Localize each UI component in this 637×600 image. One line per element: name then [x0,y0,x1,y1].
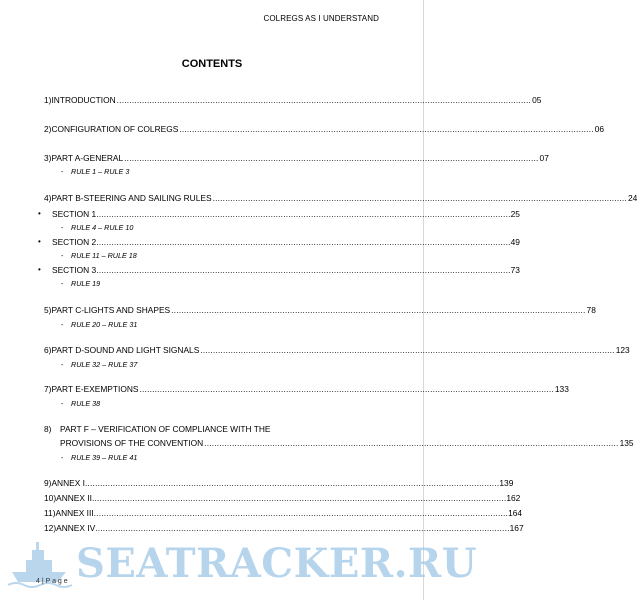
bullet: • [38,265,41,274]
toc-section-page: 49 [510,237,520,247]
toc-annex-3[interactable] [44,508,523,518]
toc-entry-label: PROVISIONS OF THE CONVENTION [60,438,204,448]
toc-entry-page: 139 [499,478,514,488]
page-title: CONTENTS [181,58,243,70]
rule-range-text: RULE 4 – RULE 10 [71,223,134,232]
toc-entry-label: ANNEX II [56,493,92,503]
toc-entry-page: 162 [506,493,521,503]
rule-range [61,167,129,176]
toc-entry-configuration[interactable] [44,124,605,134]
toc-entry-number: 4) [44,193,52,203]
toc-entry-number: 3) [44,153,52,163]
toc-entry-number: 8) [44,424,52,434]
toc-entry-page: 133 [554,384,569,394]
rule-dash: - [61,453,64,462]
rule-dash: - [61,399,64,408]
toc-annex-4[interactable] [44,523,524,533]
toc-entry-number: 1) [44,95,52,105]
rule-dash: - [61,320,64,329]
toc-entry-part-c[interactable] [44,305,596,315]
rule-range [61,320,137,329]
dot-leader: .................................................................................................................................................................... [212,193,627,203]
toc-entry-number: 11) [44,508,56,518]
toc-entry-part-f-line1[interactable] [44,424,314,434]
toc-entry-part-d[interactable] [44,345,630,355]
toc-section-2[interactable] [52,237,520,247]
dot-leader: .................................................................................................................................................................... [96,237,511,247]
rule-range-text: RULE 19 [71,279,101,288]
toc-entry-number: 10) [44,493,57,503]
rule-range [61,453,137,462]
toc-section-label: SECTION 1 [52,209,97,219]
rule-dash: - [61,360,64,369]
toc-entry-page: 78 [586,305,596,315]
toc-entry-number: 5) [44,305,52,315]
rule-dash: - [61,167,64,176]
rule-range [61,251,137,260]
toc-entry-label: PART A-GENERAL [51,153,124,163]
toc-section-page: 73 [510,265,520,275]
rule-range-text: RULE 1 – RULE 3 [71,167,130,176]
bullet: • [38,237,41,246]
toc-entry-number: 7) [44,384,52,394]
dot-leader: .................................................................................................................................................................... [200,345,615,355]
rule-range [61,360,137,369]
toc-entry-page: 164 [508,508,523,518]
dot-leader: .................................................................................................................................................................... [179,124,594,134]
toc-entry-page: 24 [627,193,637,203]
toc-entry-page: 05 [532,95,542,105]
rule-dash: - [61,223,64,232]
toc-entry-part-f-line2[interactable] [60,438,634,448]
toc-entry-label: ANNEX I [51,478,85,488]
toc-entry-part-a[interactable] [44,153,549,163]
dot-leader: .................................................................................................................................................................... [91,493,507,503]
dot-leader: .................................................................................................................................................................... [171,305,586,315]
watermark-text: SEATRACKER.RU [76,540,478,587]
toc-entry-page: 07 [539,153,549,163]
rule-range-text: RULE 20 – RULE 31 [71,320,138,329]
toc-section-3[interactable] [52,265,520,275]
dot-leader: .................................................................................................................................................................... [96,265,511,275]
dot-leader: .................................................................................................................................................................... [116,95,532,105]
rule-range [61,399,100,408]
toc-entry-label: PART B-STEERING AND SAILING RULES [51,193,212,203]
toc-entry-part-e[interactable] [44,384,569,394]
toc-entry-part-b[interactable] [44,193,637,203]
toc-entry-label: ANNEX III [55,508,94,518]
dot-leader: .................................................................................................................................................................... [96,209,511,219]
rule-range [61,223,133,232]
toc-entry-number: 9) [44,478,52,488]
dot-leader: .................................................................................................................................................................... [84,478,500,488]
toc-entry-label: PART F – VERIFICATION OF COMPLIANCE WITH THE [60,424,271,434]
rule-range-text: RULE 11 – RULE 18 [71,251,137,260]
rule-range-text: RULE 39 – RULE 41 [71,453,138,462]
toc-annex-1[interactable] [44,478,514,488]
toc-entry-number: 6) [44,345,52,355]
dot-leader: .................................................................................................................................................................... [139,384,554,394]
rule-dash: - [61,251,64,260]
rule-range-text: RULE 38 [71,399,101,408]
toc-section-label: SECTION 2 [52,237,97,247]
toc-entry-label: PART C-LIGHTS AND SHAPES [51,305,171,315]
toc-entry-label: PART D-SOUND AND LIGHT SIGNALS [51,345,200,355]
toc-entry-number: 2) [44,124,52,134]
toc-entry-page: 123 [615,345,630,355]
toc-entry-number: 12) [44,523,57,533]
running-header: COLREGS AS I UNDERSTAND [263,14,379,23]
toc-entry-label: PART E-EXEMPTIONS [51,384,139,394]
toc-entry-label: CONFIGURATION OF COLREGS [51,124,179,134]
toc-section-1[interactable] [52,209,520,219]
rule-dash: - [61,279,64,288]
toc-annex-2[interactable] [44,493,521,503]
dot-leader: .................................................................................................................................................................... [204,438,619,448]
rule-range-text: RULE 32 – RULE 37 [71,360,138,369]
dot-leader: .................................................................................................................................................................... [93,508,509,518]
toc-section-label: SECTION 3 [52,265,97,275]
toc-entry-page: 167 [509,523,524,533]
toc-entry-introduction[interactable] [44,95,542,105]
bullet: • [38,209,41,218]
toc-entry-label: ANNEX IV [56,523,96,533]
toc-entry-page: 06 [594,124,605,134]
page-footer: 4 | P a g e [36,578,68,585]
rule-range [61,279,100,288]
dot-leader: .................................................................................................................................................................... [95,523,510,533]
toc-entry-label: INTRODUCTION [51,95,116,105]
toc-entry-page: 135 [619,438,634,448]
dot-leader: .................................................................................................................................................................... [124,153,539,163]
toc-section-page: 25 [510,209,520,219]
